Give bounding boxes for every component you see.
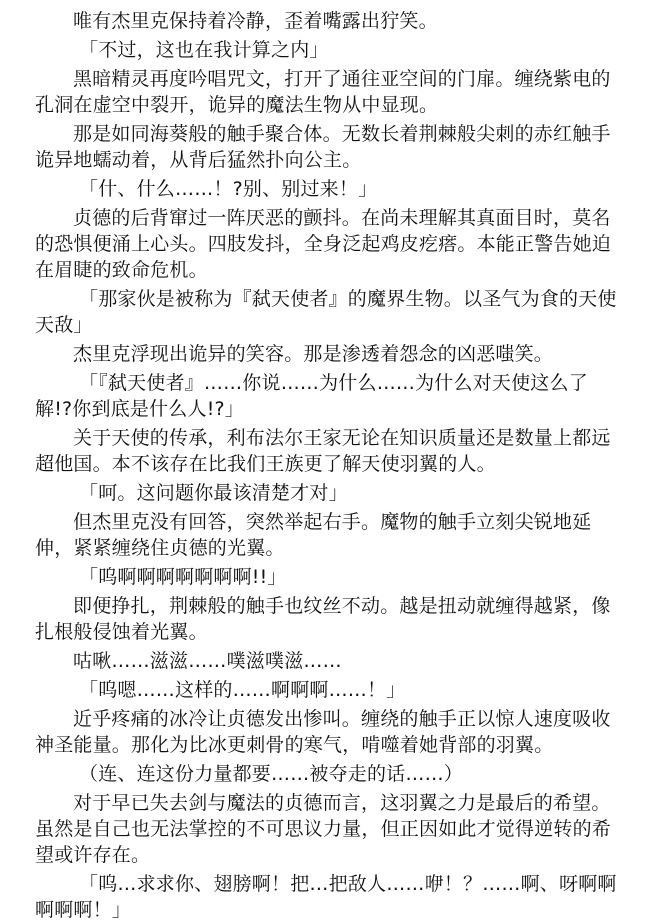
paragraph-3: 那是如同海葵般的触手聚合体。无数长着荆棘般尖刺的赤红触手诡异地蠕动着，从背后猛然扑向公主。 bbox=[35, 123, 611, 171]
paragraph-8: 即便挣扎，荆棘般的触手也纹丝不动。越是扭动就缠得越紧，像扎根般侵蚀着光翼。 bbox=[35, 595, 611, 643]
dialog-1: 「不过，这也在我计算之内」 bbox=[79, 39, 329, 61]
paragraph-9: 近乎疼痛的冰冷让贞德发出惨叫。缠绕的触手正以惊人速度吸收神圣能量。那化为比冰更刺骨的寒气，啃噬着她背部的羽翼。 bbox=[35, 708, 611, 756]
dialog-7: 「呜嗯……这样的……啊啊啊……！」 bbox=[79, 679, 406, 701]
dialog-5: 「呵。这问题你最该清楚才对」 bbox=[79, 482, 348, 504]
paragraph-4: 贞德的后背窜过一阵厌恶的颤抖。在尚未理解其真面目时，莫名的恐惧便涌上心头。四肢发抖，全身泛起鸡皮疙瘩。本能正警告她迫在眉睫的致命危机。 bbox=[35, 207, 612, 281]
paragraph-2: 黑暗精灵再度吟唱咒文，打开了通往亚空间的门扉。缠绕紫电的孔洞在虚空中裂开，诡异的魔法生物从中显现。 bbox=[35, 68, 611, 116]
dialog-3: 「那家伙是被称为『弑天使者』的魔界生物。以圣气为食的天使天敌」 bbox=[35, 288, 617, 336]
dialog-2: 「什、什么……！?别、别过来！」 bbox=[79, 178, 378, 200]
inner-thought: （连、连这份力量都要……被夺走的话……） bbox=[79, 763, 464, 785]
sound-effect: 咕啾……滋滋……噗滋噗滋…… bbox=[73, 650, 342, 672]
paragraph-5: 杰里克浮现出诡异的笑容。那是渗透着怨念的凶恶嗤笑。 bbox=[73, 343, 554, 365]
dialog-8: 「呜…求求你、翅膀啊！把…把敌人……咿！？……啊、呀啊啊啊啊啊！」 bbox=[35, 873, 617, 921]
paragraph-10: 对于早已失去剑与魔法的贞德而言，这羽翼之力是最后的希望。虽然是自己也无法掌控的不可思议力量，但正因如此才觉得逆转的希望或许存在。 bbox=[35, 792, 612, 866]
paragraph-6: 关于天使的传承，利布法尔王家无论在知识质量还是数量上都远超他国。本不该存在比我们王族更了解天使羽翼的人。 bbox=[35, 427, 611, 475]
paragraph-1: 唯有杰里克保持着冷静，歪着嘴露出狞笑。 bbox=[73, 10, 438, 32]
dialog-6: 「呜啊啊啊啊啊啊啊!!」 bbox=[79, 566, 287, 588]
paragraph-7: 但杰里克没有回答，突然举起右手。魔物的触手立刻尖锐地延伸，紧紧缠绕住贞德的光翼。 bbox=[35, 511, 592, 559]
dialog-4: 「『弑天使者』……你说……为什么……为什么对天使这么了解!?你到底是什么人!?」 bbox=[35, 372, 588, 420]
